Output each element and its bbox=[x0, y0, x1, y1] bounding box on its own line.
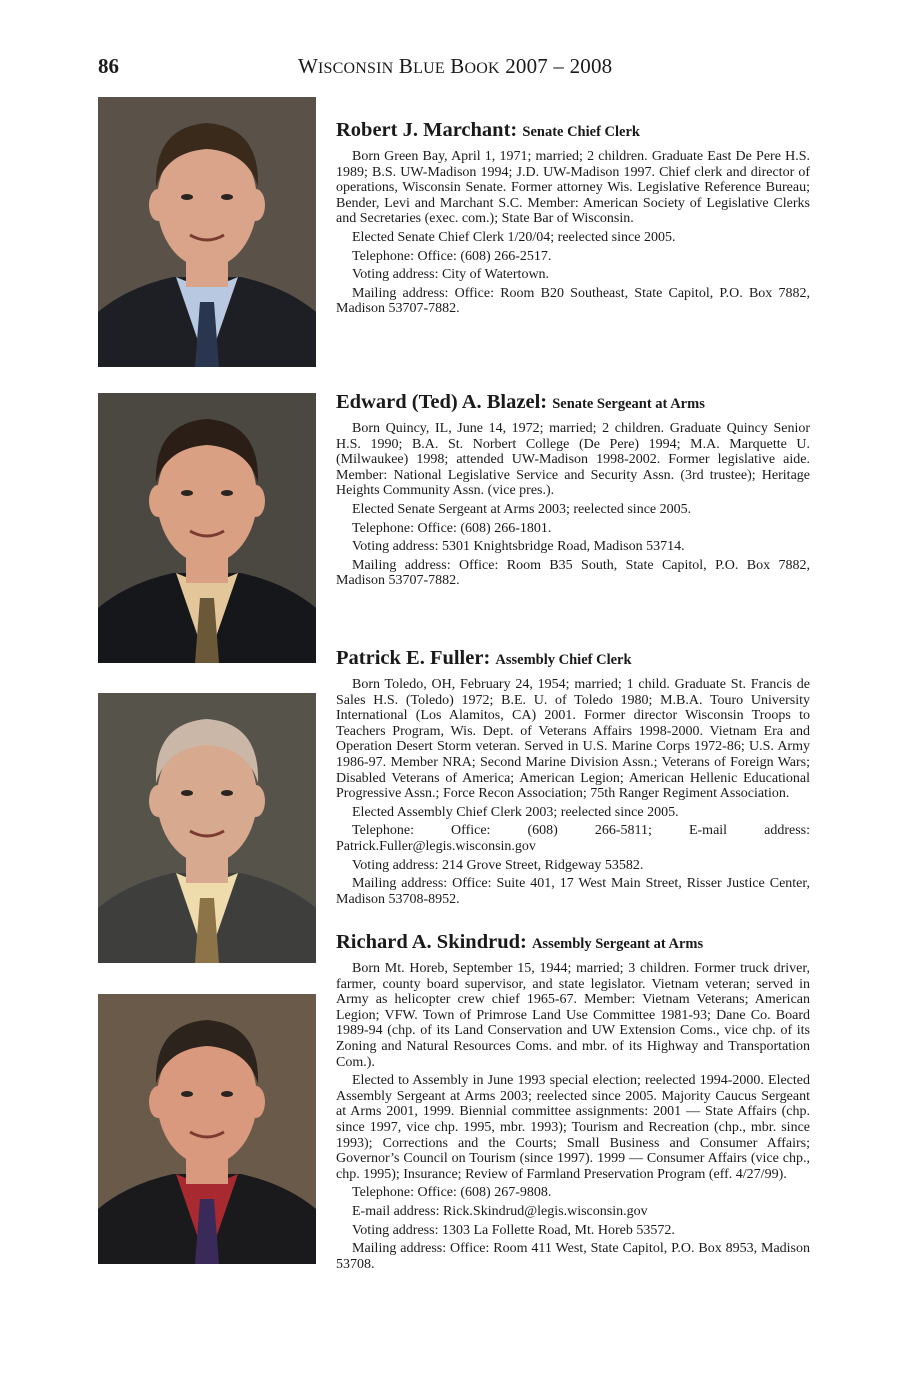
entry-heading bbox=[336, 389, 810, 417]
mailing-address-line: Mailing address: Office: Suite 401, 17 West Main Street, Risser Justice Center, Madison 53708-8952. bbox=[336, 876, 810, 907]
bio-paragraph: Born Mt. Horeb, September 15, 1944; married; 3 children. Former truck driver, farmer, county board supervisor, and state legislator. Vietnam veteran; served in Army as helicopter crew chief 1965-67. Member: Vietnam Veterans; American Legion; VFW. Town of Primrose Land Use Committee 1981-93; Dane Co. Board 1989-94 (chp. of its Land Conservation and UW Extension Coms., vice chp. of its Zoning and Natural Resources Coms. and mbr. of its Highway and Transportation Com.). bbox=[336, 961, 810, 1070]
right-eye bbox=[221, 1091, 233, 1097]
title-years: 2007 – 2008 bbox=[505, 54, 613, 78]
portrait-skindrud bbox=[98, 994, 316, 1264]
person-role: Assembly Chief Clerk bbox=[495, 652, 632, 668]
book-title bbox=[298, 54, 612, 79]
person-role: Senate Sergeant at Arms bbox=[552, 396, 705, 412]
telephone-line: Telephone: Office: (608) 266-2517. bbox=[352, 248, 552, 264]
telephone-line: Telephone: Office: (608) 266-1801. bbox=[352, 520, 552, 536]
person-name: Robert J. Marchant: bbox=[336, 119, 518, 141]
entry-heading bbox=[336, 117, 810, 145]
right-eye bbox=[221, 490, 233, 496]
entry-heading bbox=[336, 645, 810, 673]
portrait-fuller bbox=[98, 693, 316, 963]
election-paragraph: Elected Senate Sergeant at Arms 2003; reelected since 2005. bbox=[352, 501, 692, 517]
entry-fuller bbox=[336, 645, 810, 910]
entry-skindrud bbox=[336, 929, 810, 1275]
entry-marchant bbox=[336, 117, 810, 320]
person-role: Senate Chief Clerk bbox=[522, 124, 640, 140]
voting-address-line: Voting address: 5301 Knightsbridge Road, Madison 53714. bbox=[352, 539, 685, 555]
entry-blazel bbox=[336, 389, 810, 592]
mailing-address-line: Mailing address: Office: Room B20 Southeast, State Capitol, P.O. Box 7882, Madison 53707-7882. bbox=[336, 285, 810, 317]
telephone-line: Telephone: Office: (608) 267-9808. bbox=[352, 1185, 552, 1201]
telephone-email-line: Telephone: Office: (608) 266-5811; E-mail address: Patrick.Fuller@legis.wisconsin.gov bbox=[336, 823, 810, 854]
title-initial-b2: B bbox=[450, 54, 465, 78]
portrait-blazel bbox=[98, 393, 316, 663]
right-eye bbox=[221, 790, 233, 796]
left-eye bbox=[181, 1091, 193, 1097]
page-number: 86 bbox=[98, 54, 119, 78]
bio-paragraph: Born Quincy, IL, June 14, 1972; married; 2 children. Graduate Quincy Senior H.S. 1990; B.A. St. Norbert College (De Pere) 1994; M.A. Marquette U. (Milwaukee) 1998; attended UW-Madison 1998-2002. Former legislative aide. Member: National Legislative Service and Security Assn. (3rd trustee); Heritage Heights Community Assn. (vice pres.). bbox=[336, 421, 810, 499]
election-paragraph: Elected to Assembly in June 1993 special election; reelected 1994-2000. Elected Assembly Sergeant at Arms 2003; reelected since 2005. Majority Caucus Sergeant at Arms 2001, 1999. Biennial committee assignments: 2001 — State Affairs (chp. since 1997, vice chp. 1995, mbr. 1993); Tourism and Recreation (chp., mbr. since 1993); Corrections and the Courts; Small Business and Consumer Affairs; Governor’s Council on Tourism (since 1997). 1999 — Consumer Affairs (vice chp., chp. 1995); Insurance; Review of Farmland Preservation Program (eff. 4/27/99). bbox=[336, 1073, 810, 1182]
person-name: Richard A. Skindrud: bbox=[336, 931, 527, 953]
page-header bbox=[0, 54, 907, 82]
left-eye bbox=[181, 490, 193, 496]
voting-address-line: Voting address: City of Watertown. bbox=[352, 267, 550, 283]
election-paragraph: Elected Senate Chief Clerk 1/20/04; reelected since 2005. bbox=[352, 229, 676, 245]
entry-heading bbox=[336, 929, 810, 957]
mailing-address-line: Mailing address: Office: Room 411 West, State Capitol, P.O. Box 8953, Madison 53708. bbox=[336, 1241, 810, 1272]
title-rest-blue: LUE bbox=[413, 60, 445, 77]
voting-address-line: Voting address: 214 Grove Street, Ridgeway 53582. bbox=[352, 857, 644, 873]
election-paragraph: Elected Assembly Chief Clerk 2003; reelected since 2005. bbox=[352, 804, 679, 820]
email-line: E-mail address: Rick.Skindrud@legis.wisconsin.gov bbox=[352, 1203, 648, 1219]
title-initial-w: W bbox=[298, 54, 319, 78]
portrait-marchant bbox=[98, 97, 316, 367]
person-role: Assembly Sergeant at Arms bbox=[531, 936, 704, 952]
bio-paragraph: Born Green Bay, April 1, 1971; married; 2 children. Graduate East De Pere H.S. 1989; B.S. UW-Madison 1994; J.D. UW-Madison 1997. Chief clerk and director of operations, Wisconsin Senate. Former attorney Wis. Legislative Reference Bureau; Bender, Levi and Marchant S.C. Member: American Society of Legislative Clerks and Secretaries (exec. com.); State Bar of Wisconsin. bbox=[336, 149, 810, 227]
right-eye bbox=[221, 194, 233, 200]
title-rest-book: OOK bbox=[464, 60, 500, 77]
left-eye bbox=[181, 194, 193, 200]
mailing-address-line: Mailing address: Office: Room B35 South, State Capitol, P.O. Box 7882, Madison 53707-7882. bbox=[336, 557, 810, 589]
person-name: Patrick E. Fuller: bbox=[336, 647, 491, 669]
voting-address-line: Voting address: 1303 La Follette Road, Mt. Horeb 53572. bbox=[352, 1222, 675, 1238]
bio-paragraph: Born Toledo, OH, February 24, 1954; married; 1 child. Graduate St. Francis de Sales H.S. (Toledo) 1972; B.E. U. of Toledo 1980; M.B.A. Touro University International (Los Alamitos, CA) 2001. Former director Wisconsin Troops to Teachers Program, Wis. Dept. of Veterans Affairs 1998-2000. Vietnam Era and Operation Desert Storm veteran. Served in U.S. Marine Corps 1972-86; U.S. Army 1986-97. Member NRA; Second Marine Division Assn.; Veterans of Foreign Wars; Disabled Veterans of America; American Legion; American Hellenic Educational Progressive Assn.; Force Recon Association; 75th Ranger Regiment Association. bbox=[336, 677, 810, 802]
title-initial-b1: B bbox=[398, 54, 414, 78]
left-eye bbox=[181, 790, 193, 796]
person-name: Edward (Ted) A. Blazel: bbox=[336, 391, 548, 413]
title-rest-wisconsin: ISCONSIN bbox=[318, 60, 394, 77]
